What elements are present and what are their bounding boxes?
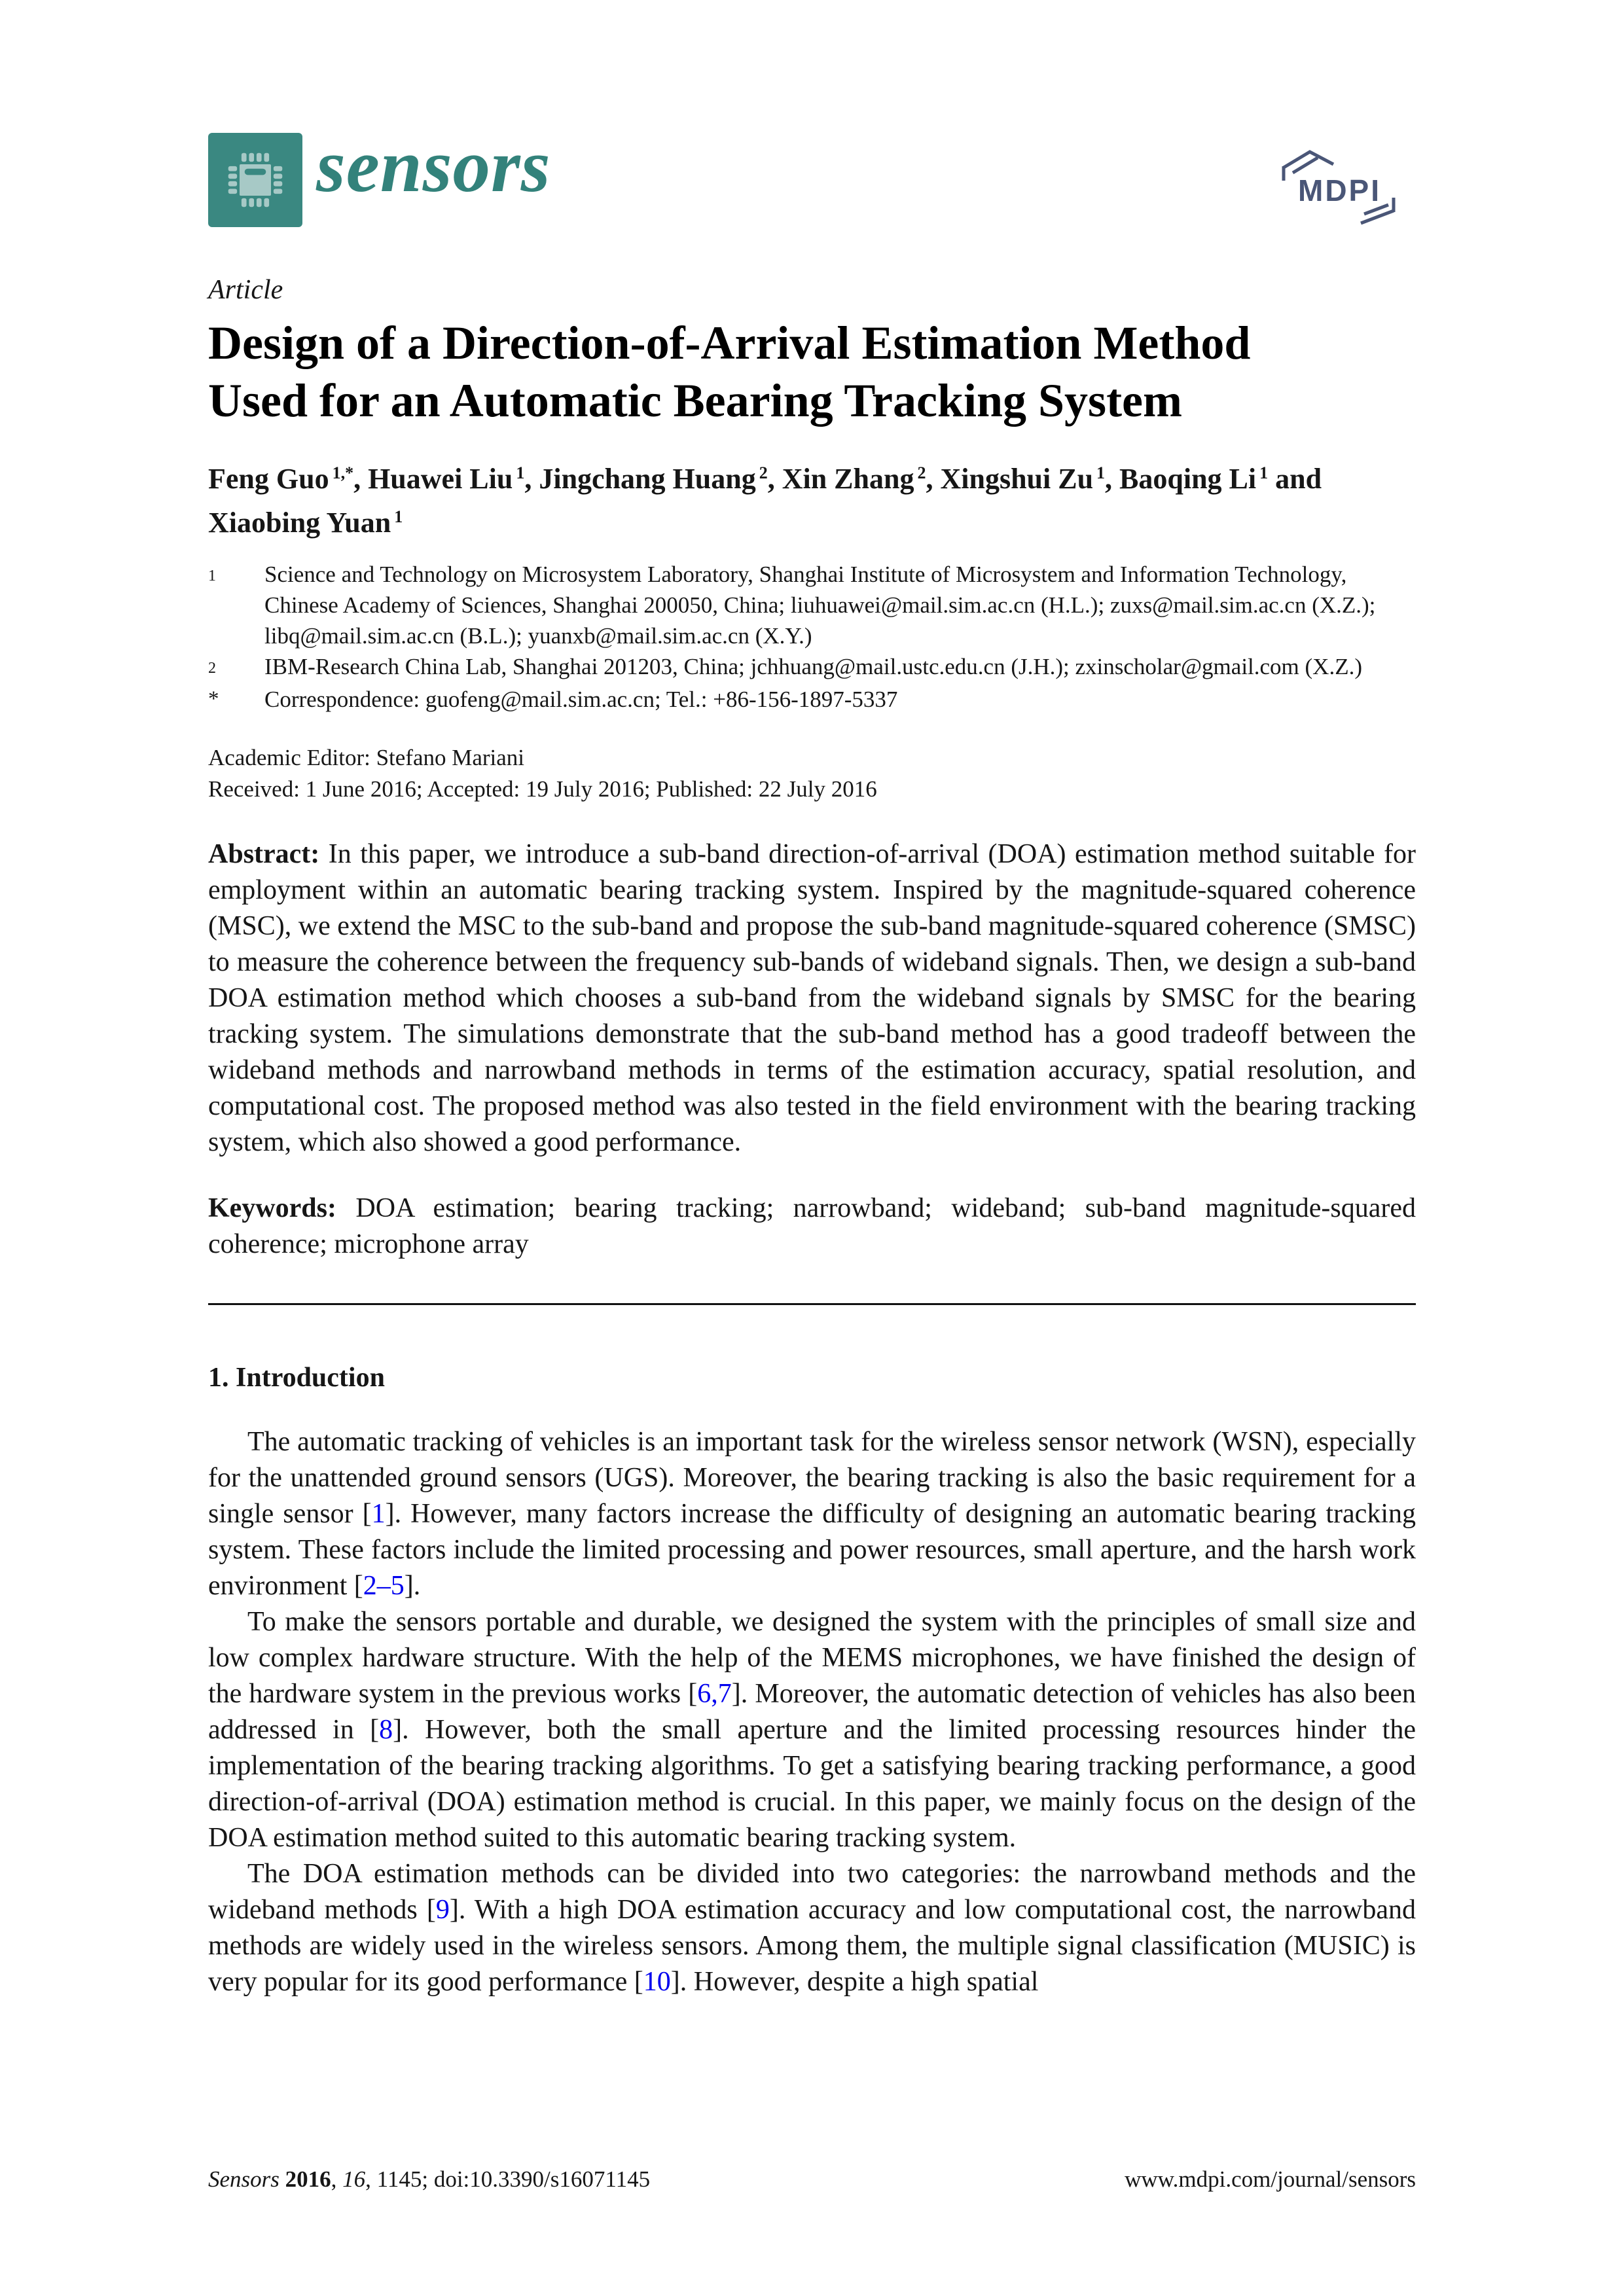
dates-line: Received: 1 June 2016; Accepted: 19 July 2016; Published: 22 July 2016 (208, 776, 877, 802)
author: , Jingchang Huang $^2$ (524, 463, 768, 495)
author-list (208, 454, 1416, 542)
title-line-2: Used for an Automatic Bearing Tracking System (208, 374, 1182, 427)
journal-url[interactable]: www.mdpi.com/journal/sensors (1125, 2166, 1416, 2192)
editorial-info (208, 742, 1416, 805)
article-body (208, 274, 1416, 2000)
citation-link-10[interactable]: 10 (643, 1967, 671, 1997)
citation-link-1[interactable]: 1 (371, 1499, 386, 1529)
section-divider (208, 1303, 1416, 1305)
affiliation-text: Science and Technology on Microsystem Laboratory, Shanghai Institute of Microsystem and Information Technology, Chinese Academy of Sciences, Shanghai 200050, China; liuhuawei@mail.sim.ac.cn (H.L.); zuxs@mail.sim.ac.cn (X.Z.); libq@mail.sim.ac.cn (B.L.); yuanxb@mail.sim.ac.cn (X.Y.) (264, 562, 1376, 649)
author: , Huawei Liu $^1$ (353, 463, 525, 495)
intro-paragraph-2: To make the sensors portable and durable, we designed the system with the principles of small size and low complex hardware structure. With the help of the MEMS microphones, we have finished the design of the hardware system in the previous works [6,7]. Moreover, the automatic detection of vehicles has also been addressed in [8]. However, both the small aperture and the limited processing resources hinder the implementation of the bearing tracking algorithms. To get a satisfying bearing tracking performance, a good direction-of-arrival (DOA) estimation method is crucial. In this paper, we mainly focus on the design of the DOA estimation method suited to this automatic bearing tracking system. (208, 1607, 1416, 1853)
affiliation-2 (208, 651, 1416, 684)
chip-icon (224, 149, 287, 211)
affiliation-text: IBM-Research China Lab, Shanghai 201203, China; jchhuang@mail.ustc.edu.cn (J.H.); zxinscholar@gmail.com (X.Z.) (264, 654, 1362, 679)
title-line-1: Design of a Direction-of-Arrival Estimation Method (208, 317, 1251, 369)
mdpi-logo (1265, 137, 1416, 229)
article-title (208, 314, 1416, 429)
sensors-journal-logo (208, 133, 302, 227)
intro-paragraph-3: The DOA estimation methods can be divided into two categories: the narrowband methods and the wideband methods [9]. With a high DOA estimation accuracy and low computational cost, the narrowband methods are widely used in the wireless sensors. Among them, the multiple signal classification (MUSIC) is very popular for its good performance [10]. However, despite a high spatial (208, 1859, 1416, 1997)
correspondence-marker: * (208, 687, 219, 711)
mdpi-wordmark: MDPI (1298, 173, 1381, 207)
citation-link-2-5[interactable]: 2–5 (363, 1571, 405, 1601)
author: and Xiaobing Yuan $^1$ (208, 463, 1322, 539)
keywords-label: Keywords: (208, 1193, 336, 1223)
affiliation-marker: 1 (208, 567, 216, 584)
affiliation-marker: 2 (208, 660, 216, 677)
page-header (0, 0, 1624, 236)
keywords (208, 1191, 1416, 1263)
citation-link-9[interactable]: 9 (435, 1895, 450, 1925)
abstract (208, 836, 1416, 1160)
citation-info: Sensors 2016, 16, 1145; doi:10.3390/s16071145 (208, 2166, 651, 2192)
author: , Baoqing Li $^1$ (1105, 463, 1269, 495)
page-footer (208, 2165, 1416, 2194)
author: , Xin Zhang $^2$ (767, 463, 926, 495)
keywords-text: DOA estimation; bearing tracking; narrowband; wideband; sub-band magnitude-squared coherence; microphone array (208, 1193, 1416, 1259)
intro-paragraph-1: The automatic tracking of vehicles is an important task for the wireless sensor network (WSN), especially for the unattended ground sensors (UGS). Moreover, the bearing tracking is also the basic requirement for a single sensor [1]. However, many factors increase the difficulty of designing an automatic bearing tracking system. These factors include the limited processing and power resources, small aperture, and the harsh work environment [2–5]. (208, 1427, 1416, 1601)
abstract-label: Abstract: (208, 839, 320, 869)
journal-wordmark: sensors (316, 124, 551, 207)
author: Feng Guo $^{1,*}$ (208, 463, 354, 495)
citation-link-6-7[interactable]: 6,7 (697, 1679, 732, 1709)
academic-editor-line: Academic Editor: Stefano Mariani (208, 745, 525, 770)
article-type-label: Article (208, 275, 283, 305)
correspondence-text: Correspondence: guofeng@mail.sim.ac.cn; Tel.: +86-156-1897-5337 (264, 687, 898, 712)
correspondence-row (208, 684, 1416, 715)
affiliation-1 (208, 559, 1416, 651)
abstract-text: In this paper, we introduce a sub-band direction-of-arrival (DOA) estimation method suitable for employment within an automatic bearing tracking system. Inspired by the magnitude-squared coherence (MSC), we extend the MSC to the sub-band and propose the sub-band magnitude-squared coherence (SMSC) to measure the coherence between the frequency sub-bands of wideband signals. Then, we design a sub-band DOA estimation method which chooses a sub-band from the wideband signals by SMSC for the bearing tracking system. The simulations demonstrate that the sub-band method has a good tradeoff between the wideband methods and narrowband methods in terms of the estimation accuracy, spatial resolution, and computational cost. The proposed method was also tested in the field environment with the bearing tracking system, which also showed a good performance. (208, 839, 1416, 1157)
affiliation-list (208, 559, 1416, 715)
citation-link-8[interactable]: 8 (379, 1715, 393, 1745)
introduction-heading: 1. Introduction (208, 1363, 385, 1393)
author: , Xingshui Zu $^1$ (926, 463, 1106, 495)
